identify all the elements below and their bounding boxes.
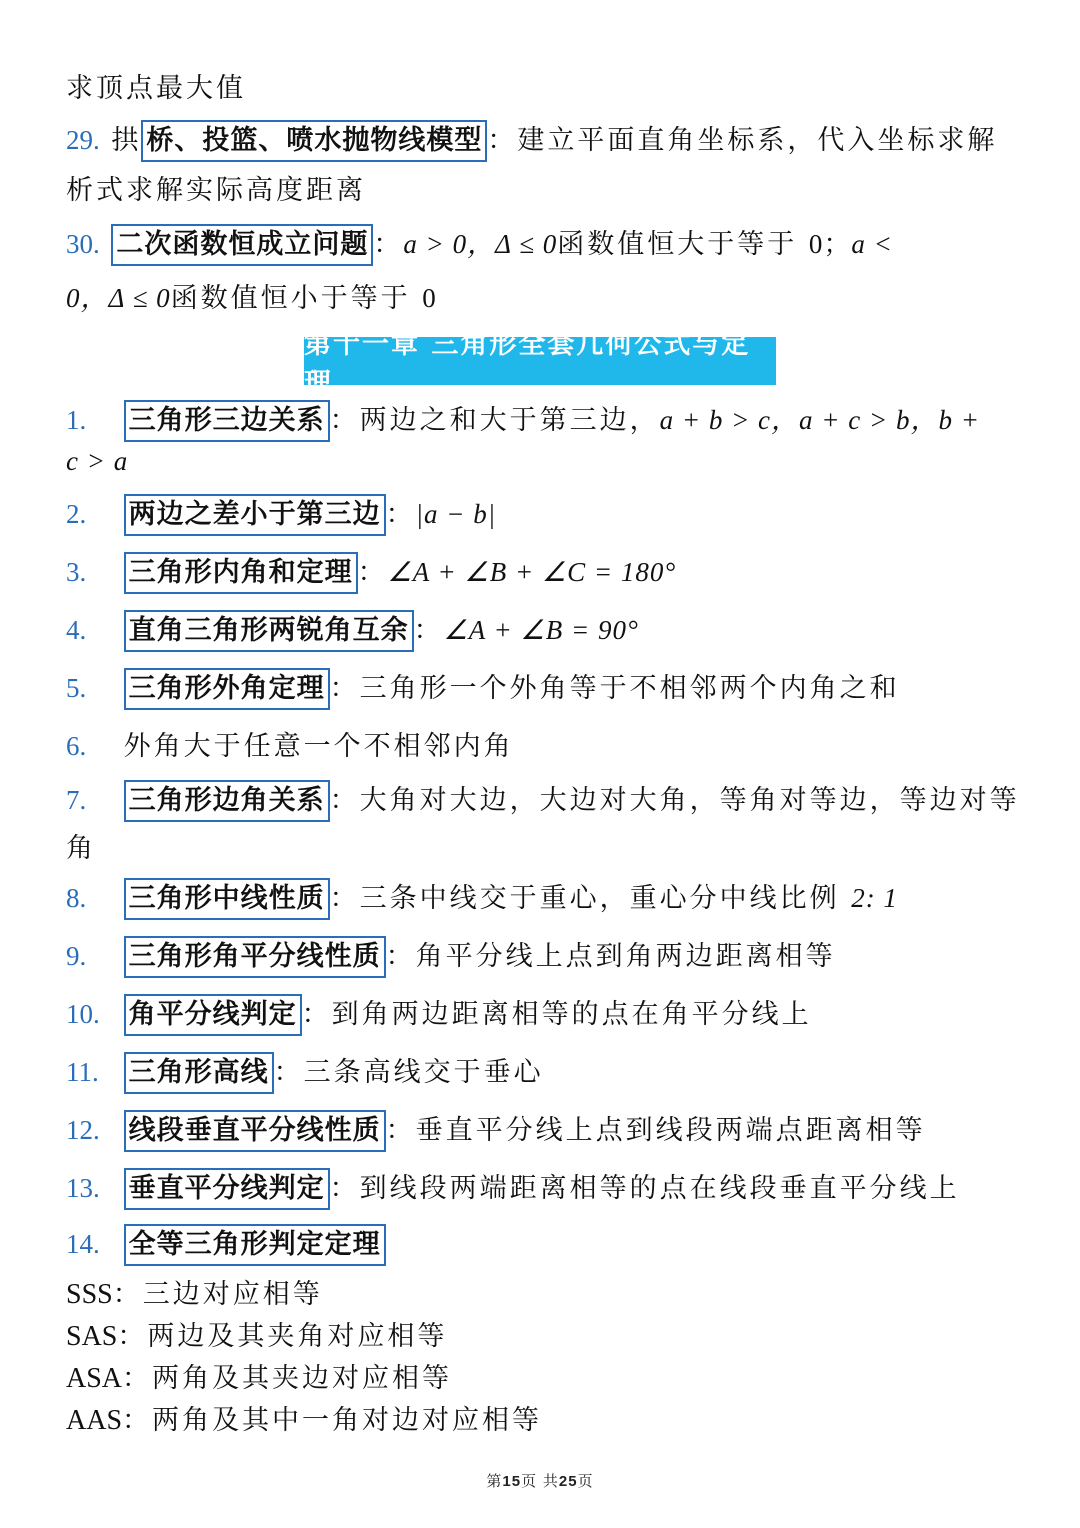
item-1-cont — [66, 446, 128, 477]
item-13 — [66, 1166, 960, 1210]
item-10 — [66, 992, 812, 1036]
item-5 — [66, 666, 900, 710]
item-7 — [66, 778, 1020, 822]
item-text: ： — [357, 557, 388, 588]
item-title-box: 三角形中线性质 — [124, 878, 330, 920]
item-title-box: 三角形三边关系 — [124, 400, 330, 442]
math-expression: a < — [851, 229, 893, 259]
item-number: 6. — [66, 731, 87, 761]
item-title-box: 三角形边角关系 — [124, 780, 330, 822]
item-30-cont — [66, 276, 437, 315]
math-expression: a > 0，Δ ≤ 0 — [403, 229, 558, 259]
item-text: 外角大于任意一个不相邻内角 — [123, 731, 514, 762]
item-title-box: 三角形角平分线性质 — [124, 936, 386, 978]
item-14 — [66, 1224, 386, 1266]
criterion-text: ：两角及其中一角对边对应相等 — [122, 1405, 543, 1436]
item-title-box: 角平分线判定 — [124, 994, 302, 1036]
item-7-cont: 角 — [66, 833, 96, 864]
item-desc: ：建立平面直角坐标系，代入坐标求解 — [487, 125, 998, 156]
criterion-text: ：两边及其夹角对应相等 — [117, 1321, 448, 1352]
footer-middle: 页 共 — [521, 1472, 559, 1490]
item-text: ：角平分线上点到角两边距离相等 — [385, 941, 836, 972]
math-expression: |a − b| — [415, 499, 497, 529]
criterion-abbr: SSS — [66, 1279, 113, 1310]
item-2 — [66, 492, 496, 536]
math-expression: 2: 1 — [851, 883, 898, 913]
math-expression: a + b > c，a + c > b，b + — [659, 405, 980, 435]
item-text: ： — [385, 499, 416, 530]
item-sep: ： — [373, 229, 404, 260]
item-title-box: 全等三角形判定定理 — [124, 1224, 386, 1266]
chapter-title: 第十一章 三角形全套几何公式与定理 — [304, 337, 776, 385]
item-12 — [66, 1108, 926, 1152]
item-8 — [66, 876, 898, 920]
item-number: 10. — [66, 999, 100, 1029]
item-number: 8. — [66, 883, 87, 913]
item-number: 12. — [66, 1115, 100, 1145]
math-expression: ∠A + ∠B = 90° — [443, 615, 639, 645]
footer-prefix: 第 — [486, 1472, 503, 1490]
top-line: 求顶点最大值 — [66, 73, 246, 104]
item-text: ：到角两边距离相等的点在角平分线上 — [301, 999, 812, 1030]
criterion-text: ：两角及其夹边对应相等 — [122, 1363, 453, 1394]
item-title-box: 两边之差小于第三边 — [124, 494, 386, 536]
criterion-abbr: SAS — [66, 1321, 118, 1352]
item-text: ：到线段两端距离相等的点在线段垂直平分线上 — [329, 1173, 960, 1204]
item-text: ：两边之和大于第三边， — [329, 405, 660, 436]
item-number: 5. — [66, 673, 87, 703]
item-1 — [66, 398, 980, 442]
page-footer — [0, 1470, 1080, 1491]
item-number: 1. — [66, 405, 87, 435]
item-text: ：三角形一个外角等于不相邻两个内角之和 — [329, 673, 900, 704]
item-number: 7. — [66, 785, 87, 815]
criterion-abbr: ASA — [66, 1363, 123, 1394]
item-text: 函数值恒大于等于 — [557, 229, 798, 260]
item-title-box: 三角形高线 — [124, 1052, 274, 1094]
item-text: ：大角对大边，大边对大角，等角对等边，等边对等 — [329, 785, 1020, 816]
footer-suffix: 页 — [577, 1472, 594, 1490]
math-expression: c > a — [66, 446, 129, 476]
criterion-sss — [66, 1272, 323, 1311]
item-number: 4. — [66, 615, 87, 645]
item-title-box: 垂直平分线判定 — [124, 1168, 330, 1210]
math-value: 0 — [422, 283, 437, 313]
item-11 — [66, 1050, 544, 1094]
item-4 — [66, 608, 639, 652]
item-title-box: 直角三角形两锐角互余 — [124, 610, 414, 652]
item-text: 函数值恒小于等于 — [170, 283, 411, 314]
math-value: 0； — [808, 229, 852, 259]
item-9 — [66, 934, 836, 978]
item-6 — [66, 724, 514, 763]
item-text: ：垂直平分线上点到线段两端点距离相等 — [385, 1115, 926, 1146]
item-number: 29. — [66, 125, 100, 155]
item-text: ：三条中线交于重心，重心分中线比例 — [329, 883, 840, 914]
item-text: ： — [413, 615, 444, 646]
item-number: 13. — [66, 1173, 100, 1203]
criterion-sas — [66, 1314, 447, 1353]
item-text: ：三条高线交于垂心 — [273, 1057, 544, 1088]
math-expression: 0，Δ ≤ 0 — [66, 283, 171, 313]
item-title-box: 三角形外角定理 — [124, 668, 330, 710]
item-title-box: 桥、投篮、喷水抛物线模型 — [141, 120, 487, 162]
current-page-number: 15 — [502, 1473, 522, 1490]
item-title-box: 二次函数恒成立问题 — [111, 224, 373, 266]
item-number: 30. — [66, 229, 100, 259]
criterion-text: ：三边对应相等 — [112, 1279, 323, 1310]
item-number: 14. — [66, 1229, 100, 1259]
item-30 — [66, 222, 893, 266]
criterion-aas — [66, 1398, 542, 1437]
criterion-asa — [66, 1356, 452, 1395]
item-29 — [66, 118, 997, 162]
total-pages-number: 25 — [558, 1473, 578, 1490]
item-3 — [66, 550, 676, 594]
item-title-box: 线段垂直平分线性质 — [124, 1110, 386, 1152]
criterion-abbr: AAS — [66, 1405, 123, 1436]
math-expression: ∠A + ∠B + ∠C = 180° — [387, 557, 677, 587]
item-29-cont: 析式求解实际高度距离 — [66, 175, 366, 206]
item-number: 9. — [66, 941, 87, 971]
item-number: 2. — [66, 499, 87, 529]
item-title-box: 三角形内角和定理 — [124, 552, 358, 594]
item-number: 11. — [66, 1057, 99, 1087]
item-prefix: 拱 — [111, 125, 142, 156]
item-number: 3. — [66, 557, 87, 587]
